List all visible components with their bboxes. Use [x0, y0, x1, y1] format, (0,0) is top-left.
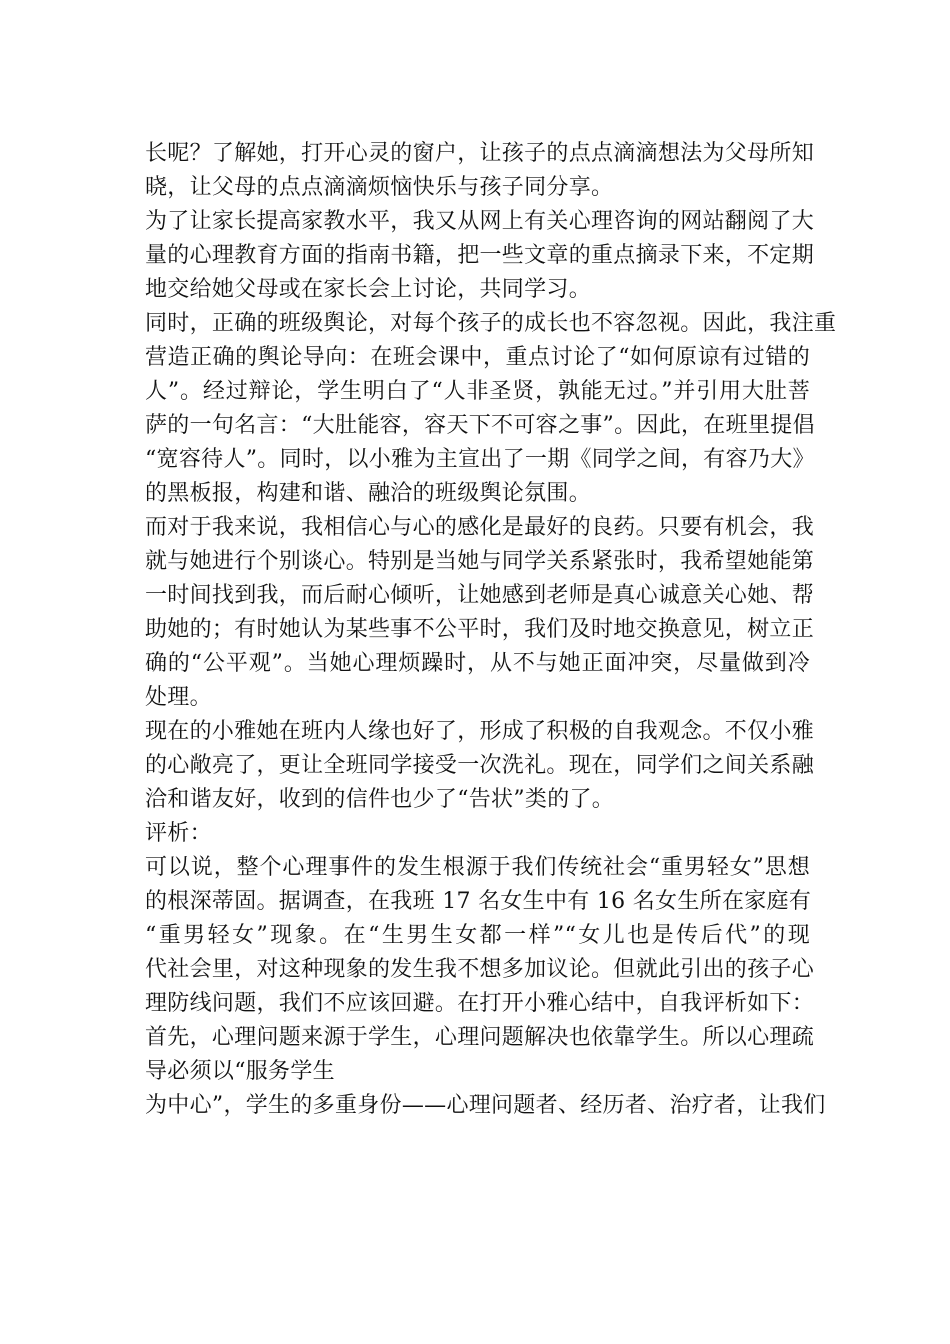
text-line: 量的心理教育方面的指南书籍，把一些文章的重点摘录下来，不定期	[145, 243, 815, 268]
text-line: 而对于我来说，我相信心与心的感化是最好的良药。只要有机会，我	[145, 515, 815, 540]
text-line: 一时间找到我，而后耐心倾听，让她感到老师是真心诚意关心她、帮	[145, 583, 815, 608]
paragraph-5	[145, 715, 815, 817]
text-line: 处理。	[145, 685, 212, 710]
text-line: 的黑板报，构建和谐、融洽的班级舆论氛围。	[145, 481, 592, 506]
text-line: 晓，让父母的点点滴滴烦恼快乐与孩子同分享。	[145, 175, 614, 200]
text-line: 助她的；有时她认为某些事不公平时，我们及时地交换意见，树立正	[145, 617, 815, 642]
paragraph-8	[145, 1021, 815, 1089]
body-text	[145, 137, 837, 1123]
text-line: 可以说，整个心理事件的发生根源于我们传统社会“重男轻女”思想	[145, 855, 810, 880]
text-line: 为了让家长提高家教水平，我又从网上有关心理咨询的网站翻阅了大	[145, 209, 815, 234]
paragraph-7	[145, 851, 815, 1021]
text-line: 为中心”，学生的多重身份——心理问题者、经历者、治疗者，让我们	[145, 1093, 826, 1118]
text-line: 萨的一句名言：“大肚能容，容天下不可容之事”。因此，在班里提倡	[145, 413, 815, 438]
paragraph-2	[145, 205, 815, 307]
text-line: “宽容待人”。同时，以小雅为主宣出了一期《同学之间，有容乃大》	[145, 447, 815, 472]
text-line: 同时，正确的班级舆论，对每个孩子的成长也不容忽视。因此，我注重	[145, 311, 837, 336]
text-line: 代社会里，对这种现象的发生我不想多加议论。但就此引出的孩子心	[145, 957, 815, 982]
paragraph-4	[145, 511, 815, 715]
text-line: 的心敞亮了，更让全班同学接受一次洗礼。现在，同学们之间关系融	[145, 753, 815, 778]
section-heading: 评析：	[145, 821, 212, 846]
text-line: 就与她进行个别谈心。特别是当她与同学关系紧张时，我希望她能第	[145, 549, 815, 574]
text-line: 理防线问题，我们不应该回避。在打开小雅心结中，自我评析如下：	[145, 991, 815, 1016]
paragraph-1	[145, 137, 815, 205]
text-line: 首先，心理问题来源于学生，心理问题解决也依靠学生。所以心理疏	[145, 1025, 815, 1050]
text-line: 确的“公平观”。当她心理烦躁时，从不与她正面冲突，尽量做到冷	[145, 651, 810, 676]
text-line: 人”。经过辩论，学生明白了“人非圣贤，孰能无过。”并引用大肚菩	[145, 379, 810, 404]
text-line: 长呢？了解她，打开心灵的窗户，让孩子的点点滴滴想法为父母所知	[145, 141, 815, 166]
text-line: 现在的小雅她在班内人缘也好了，形成了积极的自我观念。不仅小雅	[145, 719, 815, 744]
text-line: 洽和谐友好，收到的信件也少了“告状”类的了。	[145, 787, 615, 812]
paragraph-6	[145, 817, 810, 851]
text-line: 导必须以“服务学生	[145, 1059, 335, 1084]
paragraph-9	[145, 1089, 826, 1123]
paragraph-3	[145, 307, 837, 511]
text-line: 地交给她父母或在家长会上讨论，共同学习。	[145, 277, 592, 302]
text-line: 的根深蒂固。据调查，在我班 17 名女生中有 16 名女生所在家庭有	[145, 889, 812, 914]
text-line: “重男轻女”现象。在“生男生女都一样”“女儿也是传后代”的现	[145, 923, 810, 948]
text-line: 营造正确的舆论导向：在班会课中，重点讨论了“如何原谅有过错的	[145, 345, 810, 370]
